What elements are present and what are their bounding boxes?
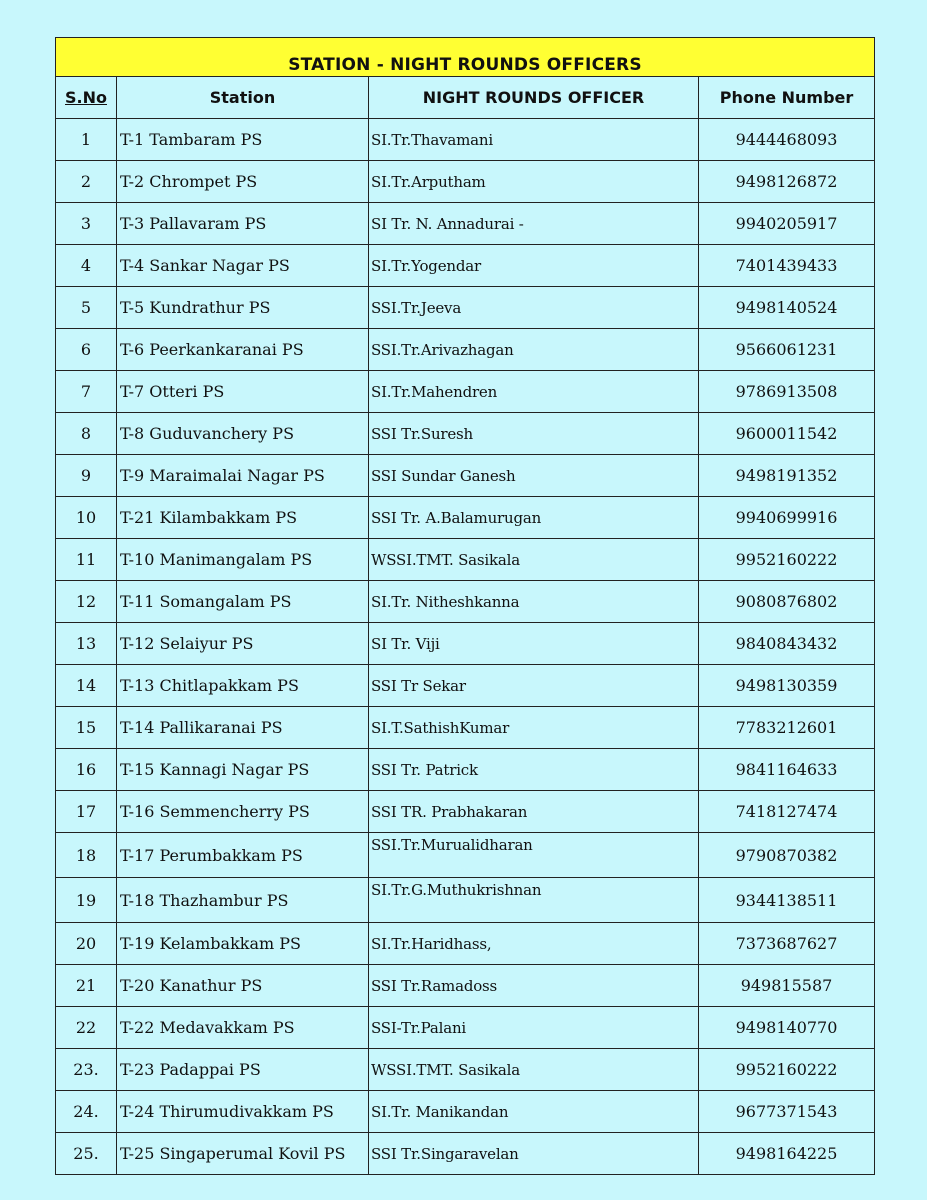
station-cell: T-25 Singaperumal Kovil PS xyxy=(117,1133,369,1175)
serial-number-cell: 23. xyxy=(56,1049,117,1091)
station-cell: T-21 Kilambakkam PS xyxy=(117,497,369,539)
phone-number-cell: 9790870382 xyxy=(699,833,875,878)
station-cell: T-7 Otteri PS xyxy=(117,371,369,413)
station-cell: T-18 Thazhambur PS xyxy=(117,878,369,923)
column-header-phone: Phone Number xyxy=(699,77,875,119)
table-row xyxy=(56,581,875,623)
table-row xyxy=(56,329,875,371)
station-cell: T-6 Peerkankaranai PS xyxy=(117,329,369,371)
phone-number-cell: 7418127474 xyxy=(699,791,875,833)
phone-number-cell: 9786913508 xyxy=(699,371,875,413)
station-cell: T-10 Manimangalam PS xyxy=(117,539,369,581)
station-cell: T-13 Chitlapakkam PS xyxy=(117,665,369,707)
column-header-officer: NIGHT ROUNDS OFFICER xyxy=(369,77,699,119)
table-row xyxy=(56,497,875,539)
table-row xyxy=(56,749,875,791)
officer-cell: SSI Tr. Patrick xyxy=(369,749,699,791)
officer-cell: SI Tr. Viji xyxy=(369,623,699,665)
phone-number-cell: 9498191352 xyxy=(699,455,875,497)
table-row xyxy=(56,965,875,1007)
phone-number-cell: 9940699916 xyxy=(699,497,875,539)
officer-cell: SI Tr. N. Annadurai - xyxy=(369,203,699,245)
table-row xyxy=(56,203,875,245)
serial-number-cell: 11 xyxy=(56,539,117,581)
header-row xyxy=(56,77,875,119)
station-cell: T-15 Kannagi Nagar PS xyxy=(117,749,369,791)
serial-number-cell: 10 xyxy=(56,497,117,539)
table-row xyxy=(56,878,875,923)
officer-cell: SSI Tr.Suresh xyxy=(369,413,699,455)
officer-cell: SSI Tr.Singaravelan xyxy=(369,1133,699,1175)
officer-cell: SSI Tr. A.Balamurugan xyxy=(369,497,699,539)
officer-cell: WSSI.TMT. Sasikala xyxy=(369,1049,699,1091)
serial-number-cell: 15 xyxy=(56,707,117,749)
phone-number-cell: 9600011542 xyxy=(699,413,875,455)
table-row xyxy=(56,455,875,497)
officer-cell: SSI TR. Prabhakaran xyxy=(369,791,699,833)
table-row xyxy=(56,1091,875,1133)
station-cell: T-16 Semmencherry PS xyxy=(117,791,369,833)
phone-number-cell: 9498140770 xyxy=(699,1007,875,1049)
officer-cell: SI.Tr. Nitheshkanna xyxy=(369,581,699,623)
officer-cell: SI.Tr.Arputham xyxy=(369,161,699,203)
serial-number-cell: 19 xyxy=(56,878,117,923)
officer-cell: SSI Sundar Ganesh xyxy=(369,455,699,497)
station-cell: T-19 Kelambakkam PS xyxy=(117,923,369,965)
officer-cell: SI.T.SathishKumar xyxy=(369,707,699,749)
title-row xyxy=(56,38,875,77)
serial-number-cell: 5 xyxy=(56,287,117,329)
serial-number-cell: 20 xyxy=(56,923,117,965)
serial-number-cell: 3 xyxy=(56,203,117,245)
column-header-sno: S.No xyxy=(56,77,117,119)
station-cell: T-4 Sankar Nagar PS xyxy=(117,245,369,287)
night-rounds-table xyxy=(55,37,875,1175)
serial-number-cell: 24. xyxy=(56,1091,117,1133)
table-row xyxy=(56,539,875,581)
column-header-station: Station xyxy=(117,77,369,119)
phone-number-cell: 9498126872 xyxy=(699,161,875,203)
station-cell: T-2 Chrompet PS xyxy=(117,161,369,203)
table-row xyxy=(56,161,875,203)
station-cell: T-12 Selaiyur PS xyxy=(117,623,369,665)
officer-cell: SSI.Tr.Arivazhagan xyxy=(369,329,699,371)
phone-number-cell: 9498164225 xyxy=(699,1133,875,1175)
station-cell: T-22 Medavakkam PS xyxy=(117,1007,369,1049)
serial-number-cell: 7 xyxy=(56,371,117,413)
station-cell: T-8 Guduvanchery PS xyxy=(117,413,369,455)
station-cell: T-3 Pallavaram PS xyxy=(117,203,369,245)
station-cell: T-9 Maraimalai Nagar PS xyxy=(117,455,369,497)
serial-number-cell: 2 xyxy=(56,161,117,203)
officer-cell: SSI.Tr.Murualidharan xyxy=(369,833,699,878)
serial-number-cell: 16 xyxy=(56,749,117,791)
station-cell: T-14 Pallikaranai PS xyxy=(117,707,369,749)
officer-cell: SI.Tr. Manikandan xyxy=(369,1091,699,1133)
table-row xyxy=(56,923,875,965)
phone-number-cell: 7373687627 xyxy=(699,923,875,965)
phone-number-cell: 9840843432 xyxy=(699,623,875,665)
phone-number-cell: 949815587 xyxy=(699,965,875,1007)
table-body xyxy=(56,119,875,1175)
officer-cell: SSI-Tr.Palani xyxy=(369,1007,699,1049)
officer-cell: SI.Tr.G.Muthukrishnan xyxy=(369,878,699,923)
station-cell: T-24 Thirumudivakkam PS xyxy=(117,1091,369,1133)
serial-number-cell: 13 xyxy=(56,623,117,665)
station-cell: T-20 Kanathur PS xyxy=(117,965,369,1007)
station-cell: T-23 Padappai PS xyxy=(117,1049,369,1091)
phone-number-cell: 9444468093 xyxy=(699,119,875,161)
serial-number-cell: 17 xyxy=(56,791,117,833)
table-row xyxy=(56,791,875,833)
table-row xyxy=(56,1049,875,1091)
phone-number-cell: 9566061231 xyxy=(699,329,875,371)
officer-cell: SI.Tr.Haridhass, xyxy=(369,923,699,965)
table-row xyxy=(56,707,875,749)
table-row xyxy=(56,833,875,878)
phone-number-cell: 9952160222 xyxy=(699,1049,875,1091)
table-title: STATION - NIGHT ROUNDS OFFICERS xyxy=(56,38,875,77)
serial-number-cell: 9 xyxy=(56,455,117,497)
table-row xyxy=(56,1133,875,1175)
officer-cell: SSI Tr.Ramadoss xyxy=(369,965,699,1007)
station-cell: T-5 Kundrathur PS xyxy=(117,287,369,329)
serial-number-cell: 8 xyxy=(56,413,117,455)
officer-cell: SI.Tr.Mahendren xyxy=(369,371,699,413)
phone-number-cell: 7783212601 xyxy=(699,707,875,749)
phone-number-cell: 9080876802 xyxy=(699,581,875,623)
phone-number-cell: 9344138511 xyxy=(699,878,875,923)
phone-number-cell: 9677371543 xyxy=(699,1091,875,1133)
officer-sheet xyxy=(55,37,874,1175)
serial-number-cell: 21 xyxy=(56,965,117,1007)
table-row xyxy=(56,413,875,455)
table-row xyxy=(56,1007,875,1049)
table-row xyxy=(56,665,875,707)
phone-number-cell: 9841164633 xyxy=(699,749,875,791)
serial-number-cell: 22 xyxy=(56,1007,117,1049)
serial-number-cell: 6 xyxy=(56,329,117,371)
serial-number-cell: 14 xyxy=(56,665,117,707)
table-row xyxy=(56,371,875,413)
station-cell: T-17 Perumbakkam PS xyxy=(117,833,369,878)
table-row xyxy=(56,119,875,161)
officer-cell: SI.Tr.Thavamani xyxy=(369,119,699,161)
officer-cell: SI.Tr.Yogendar xyxy=(369,245,699,287)
serial-number-cell: 4 xyxy=(56,245,117,287)
officer-cell: SSI Tr Sekar xyxy=(369,665,699,707)
phone-number-cell: 9940205917 xyxy=(699,203,875,245)
table-row xyxy=(56,287,875,329)
phone-number-cell: 9498140524 xyxy=(699,287,875,329)
officer-cell: SSI.Tr.Jeeva xyxy=(369,287,699,329)
table-row xyxy=(56,623,875,665)
serial-number-cell: 25. xyxy=(56,1133,117,1175)
phone-number-cell: 9952160222 xyxy=(699,539,875,581)
table-row xyxy=(56,245,875,287)
phone-number-cell: 7401439433 xyxy=(699,245,875,287)
station-cell: T-11 Somangalam PS xyxy=(117,581,369,623)
phone-number-cell: 9498130359 xyxy=(699,665,875,707)
serial-number-cell: 1 xyxy=(56,119,117,161)
serial-number-cell: 18 xyxy=(56,833,117,878)
station-cell: T-1 Tambaram PS xyxy=(117,119,369,161)
serial-number-cell: 12 xyxy=(56,581,117,623)
officer-cell: WSSI.TMT. Sasikala xyxy=(369,539,699,581)
